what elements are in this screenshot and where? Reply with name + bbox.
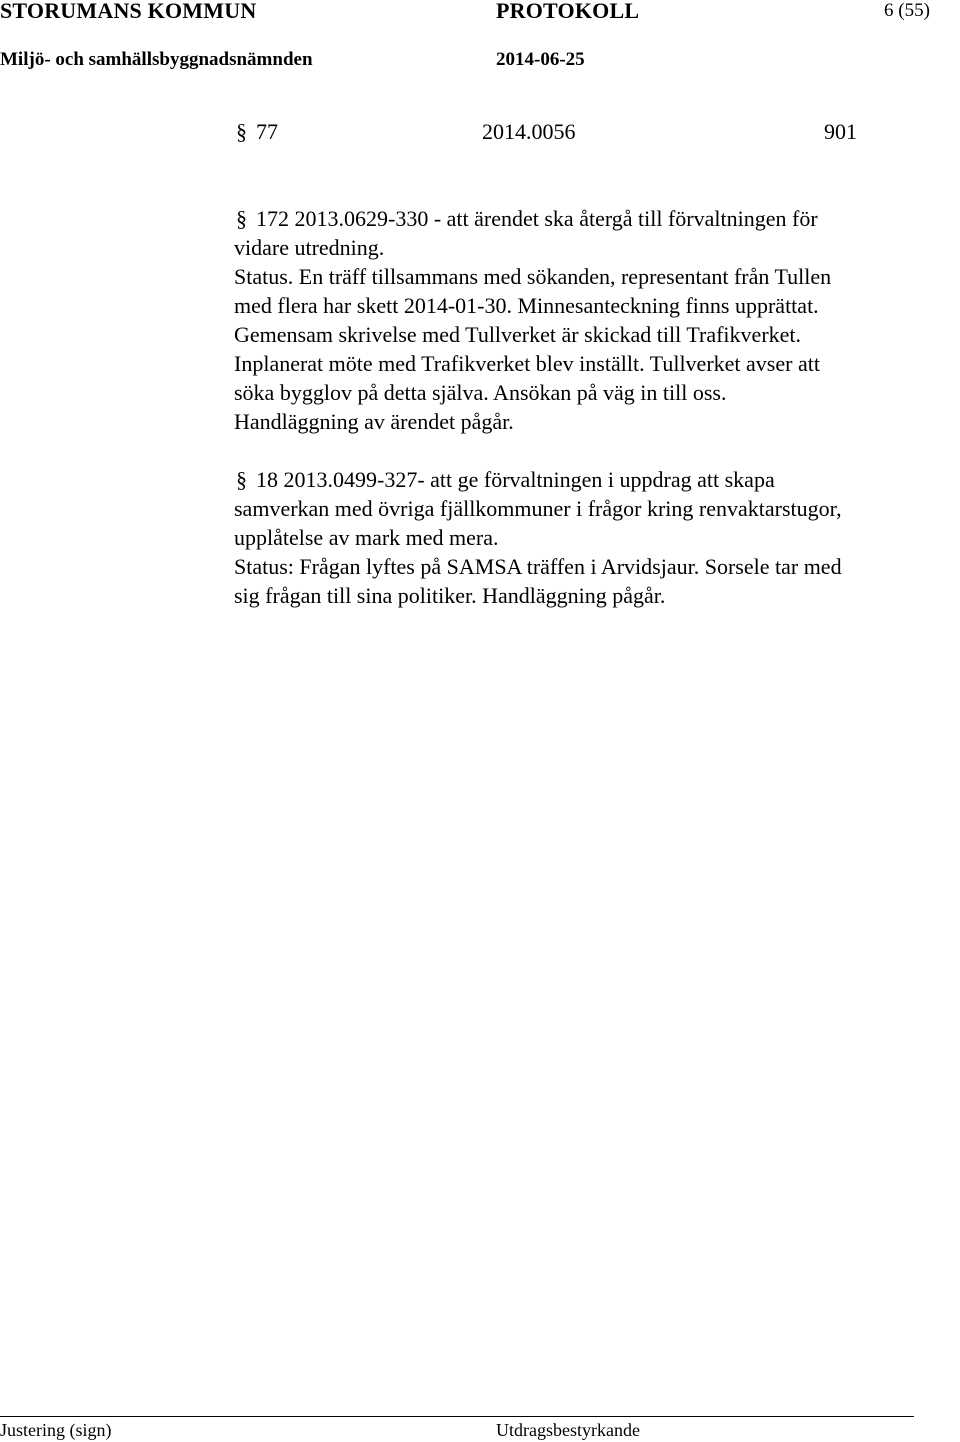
item-number: 77 [256,119,278,144]
item-text-line: Status. En träff tillsammans med sökanden, representant från Tullen [234,264,832,289]
header-page-number: 6 (55) [884,0,930,21]
paragraph-symbol: § [236,467,247,492]
item-text-line: Handläggning av ärendet pågår. [234,409,514,434]
item-text-line: Gemensam skrivelse med Tullverket är skickad till Trafikverket. [234,322,802,347]
item-text-line: sig frågan till sina politiker. Handläggning pågår. [234,583,666,608]
item-text-line: Inplanerat möte med Trafikverket blev inställt. Tullverket avser att [234,351,820,376]
header-date: 2014-06-25 [496,49,585,70]
item-text-line: upplåtelse av mark med mera. [234,525,499,550]
footer-divider [0,1416,914,1417]
header-board-name: Miljö- och samhällsbyggnadsnämnden [0,49,313,70]
item-text-line: 172 2013.0629-330 - att ärendet ska återgå till förvaltningen för [256,206,818,231]
paragraph-symbol: § [236,119,247,144]
item-text-line: 18 2013.0499-327- att ge förvaltningen i uppdrag att skapa [256,467,775,492]
footer-certification-label: Utdragsbestyrkande [496,1420,640,1440]
header-organization: STORUMANS KOMMUN [0,0,257,23]
item-text-line: samverkan med övriga fjällkommuner i frågor kring renvaktarstugor, [234,496,842,521]
footer-signature-label: Justering (sign) [0,1420,112,1440]
paragraph-symbol: § [236,206,247,231]
item-case-reference: 2014.0056 [482,119,576,144]
item-code: 901 [824,119,857,144]
item-text-line: vidare utredning. [234,235,385,260]
header-document-type: PROTOKOLL [496,0,640,23]
item-text-line: söka bygglov på detta själva. Ansökan på väg in till oss. [234,380,727,405]
item-text-line: med flera har skett 2014-01-30. Minnesanteckning finns upprättat. [234,293,819,318]
item-text-line: Status: Frågan lyftes på SAMSA träffen i Arvidsjaur. Sorsele tar med [234,554,842,579]
